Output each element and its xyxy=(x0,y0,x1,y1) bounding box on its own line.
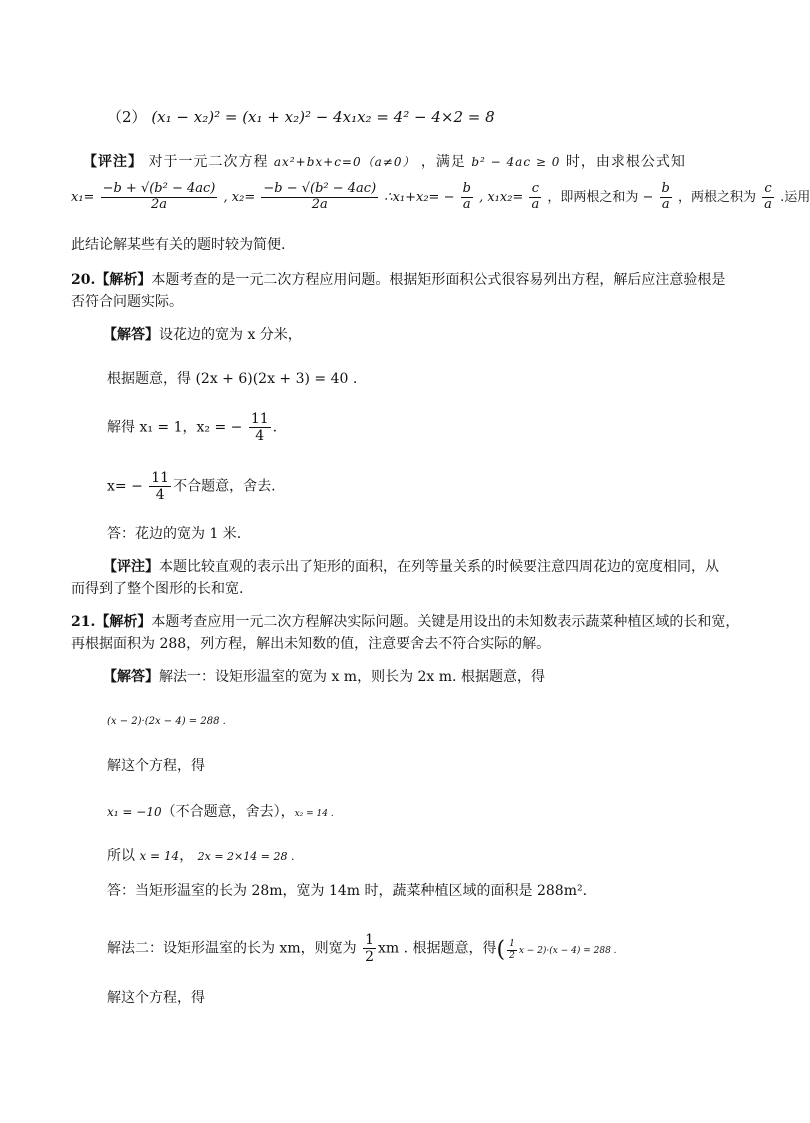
equation-step: ， xyxy=(179,848,194,864)
equation-step: x = 14 xyxy=(139,849,180,863)
x2-denominator: 2a xyxy=(311,196,328,212)
q21-analysis-line2 xyxy=(71,636,550,653)
fraction-numerator: 1 xyxy=(509,939,515,950)
review-text: 此结论解某些有关的题时较为简便. xyxy=(71,237,286,253)
equation-step: （不合题意，舍去）， xyxy=(161,804,295,820)
answer-text: 解法二：设矩形温室的长为 xm，则宽为 xyxy=(107,940,357,957)
review-text: 时，由求根公式知 xyxy=(565,154,686,170)
x1-numerator: −b + √(b² − 4ac) xyxy=(102,181,216,196)
x1-fraction xyxy=(101,182,218,213)
fraction-numerator: 1 xyxy=(365,932,374,948)
x2-label: , x₂= xyxy=(223,189,256,205)
q21-solve2 xyxy=(107,990,205,1007)
discriminant-condition: b² − 4ac ≥ 0 xyxy=(471,155,561,169)
sum-formula: ∴x₁+x₂= − xyxy=(384,189,455,205)
q21-method2 xyxy=(107,932,617,965)
q20-step1 xyxy=(107,371,357,388)
fraction-denominator: 2 xyxy=(365,949,374,966)
equation-step: 所以 xyxy=(107,848,135,864)
quadratic-equation: ax²+bx+c=0（a≠0） xyxy=(273,155,416,169)
fraction-denominator: 4 xyxy=(155,487,165,504)
x1-denominator: 2a xyxy=(150,196,167,212)
fraction-numerator: c xyxy=(762,182,774,198)
b-over-a-2 xyxy=(660,182,672,213)
analysis-text: 再根据面积为 288，列方程，解出未知数的值，注意要舍去不符合实际的解。 xyxy=(71,636,551,652)
b-over-a xyxy=(461,182,473,213)
answer-tag: 【解答】 xyxy=(103,327,159,343)
equation-step: 解这个方程，得 xyxy=(107,990,205,1006)
fraction-denominator: 4 xyxy=(255,428,265,445)
review-text: ，满足 xyxy=(420,154,466,170)
method2-equation xyxy=(496,936,617,962)
fraction-numerator: 11 xyxy=(250,411,269,427)
answer-text: xm . 根据题意，得 xyxy=(378,940,497,957)
part2-label: （2） xyxy=(107,108,147,126)
fraction-11-4 xyxy=(149,470,171,503)
fraction-1-2 xyxy=(363,932,376,965)
x2-fraction xyxy=(261,182,378,213)
equation-step: x= − xyxy=(107,478,143,495)
equation-step: 解得 x₁ = 1，x₂ = − xyxy=(107,419,243,436)
q20-answer xyxy=(103,327,302,344)
tail-text: .运用 xyxy=(780,189,810,205)
x2-numerator: −b − √(b² − 4ac) xyxy=(263,181,377,196)
analysis-text: 本题考查的是一元二次方程应用问题。根据矩形面积公式很容易列出方程，解后应注意验根是 xyxy=(151,272,726,288)
fraction-denominator: a xyxy=(531,196,540,212)
q20-analysis-line2 xyxy=(71,294,183,311)
answer-text: 解法一：设矩形温室的宽为 x m，则长为 2x m. 根据题意，得 xyxy=(159,669,545,685)
equation-step: 解这个方程，得 xyxy=(107,758,205,774)
fraction-1-2-small xyxy=(507,939,517,961)
q21-method1 xyxy=(103,669,545,686)
q20-step2 xyxy=(107,411,277,444)
question-number: 20. xyxy=(71,272,96,288)
review1-line1 xyxy=(83,154,686,171)
product-formula: , x₁x₂= xyxy=(479,189,524,205)
equation-step: 2x = 2×14 = 28 . xyxy=(197,850,295,863)
analysis-tag: 【解析】 xyxy=(95,272,152,288)
q20-analysis-line1 xyxy=(71,272,725,289)
q21-solve xyxy=(107,758,205,775)
review-text: 而得到了整个图形的长和宽. xyxy=(71,581,244,597)
equation-step: (x − 2)·(2x − 4) = 288 . xyxy=(107,716,226,727)
product-text: ，两根之积为 xyxy=(678,189,757,205)
equation-step: x − 2)·(x − 4) = 288 . xyxy=(518,945,617,956)
review-text: 对于一元二次方程 xyxy=(148,154,269,170)
fraction-denominator: a xyxy=(661,196,670,212)
fraction-numerator: b xyxy=(462,181,471,196)
part2-line xyxy=(107,108,495,126)
analysis-text: 否符合问题实际。 xyxy=(71,294,183,310)
q20-conclusion xyxy=(107,526,241,543)
conclusion-text: 答：当矩形温室的长为 28m，宽为 14m 时，蔬菜种植区域的面积是 288m². xyxy=(107,883,588,899)
fraction-numerator: c xyxy=(529,182,541,198)
fraction-denominator: 2 xyxy=(509,950,515,961)
conclusion-text: 答：花边的宽为 1 米. xyxy=(107,526,242,542)
sum-text: ，即两根之和为 − xyxy=(547,189,654,205)
q20-step3 xyxy=(107,470,276,503)
fraction-11-4 xyxy=(249,411,271,444)
q21-eq1 xyxy=(107,716,226,728)
equation-step: . xyxy=(272,419,278,436)
bracket: ( xyxy=(496,936,506,962)
fraction-numerator: b xyxy=(661,181,670,196)
equation-step: 不合题意，舍去. xyxy=(173,478,276,495)
c-over-a xyxy=(529,182,541,213)
q21-so xyxy=(107,848,294,865)
q21-analysis-line1 xyxy=(71,614,739,631)
fraction-denominator: a xyxy=(764,196,772,212)
c-over-a-2 xyxy=(762,182,774,213)
root-value: x₁ = −10 xyxy=(107,805,162,819)
analysis-tag: 【解析】 xyxy=(95,614,152,630)
review-tag: 【评注】 xyxy=(83,154,143,170)
question-number: 21. xyxy=(71,614,96,630)
q20-review-line1 xyxy=(103,559,719,576)
part2-equation: (x₁ − x₂)² = (x₁ + x₂)² − 4x₁x₂ = 4² − 4×2 = 8 xyxy=(151,108,495,126)
review-tag: 【评注】 xyxy=(103,559,159,575)
answer-text: 设花边的宽为 x 分米， xyxy=(159,327,302,343)
review1-line3 xyxy=(71,237,285,254)
analysis-text: 本题考查应用一元二次方程解决实际问题。关键是用设出的未知数表示蔬菜种植区域的长和宽， xyxy=(151,614,740,630)
fraction-numerator: 11 xyxy=(151,470,170,486)
x1-label: x₁= xyxy=(71,189,95,205)
q20-review-line2 xyxy=(71,581,243,598)
q21-answer xyxy=(107,883,587,900)
q21-roots xyxy=(107,804,334,821)
root-value: x₂ = 14 . xyxy=(294,809,334,819)
review-text: 本题比较直观的表示出了矩形的面积，在列等量关系的时候要注意四周花边的宽度相同，从 xyxy=(159,559,719,575)
equation-step: 根据题意，得 (2x + 6)(2x + 3) = 40 . xyxy=(107,371,358,387)
root-formula-line xyxy=(71,182,810,213)
answer-tag: 【解答】 xyxy=(103,669,159,685)
fraction-denominator: a xyxy=(462,196,471,212)
